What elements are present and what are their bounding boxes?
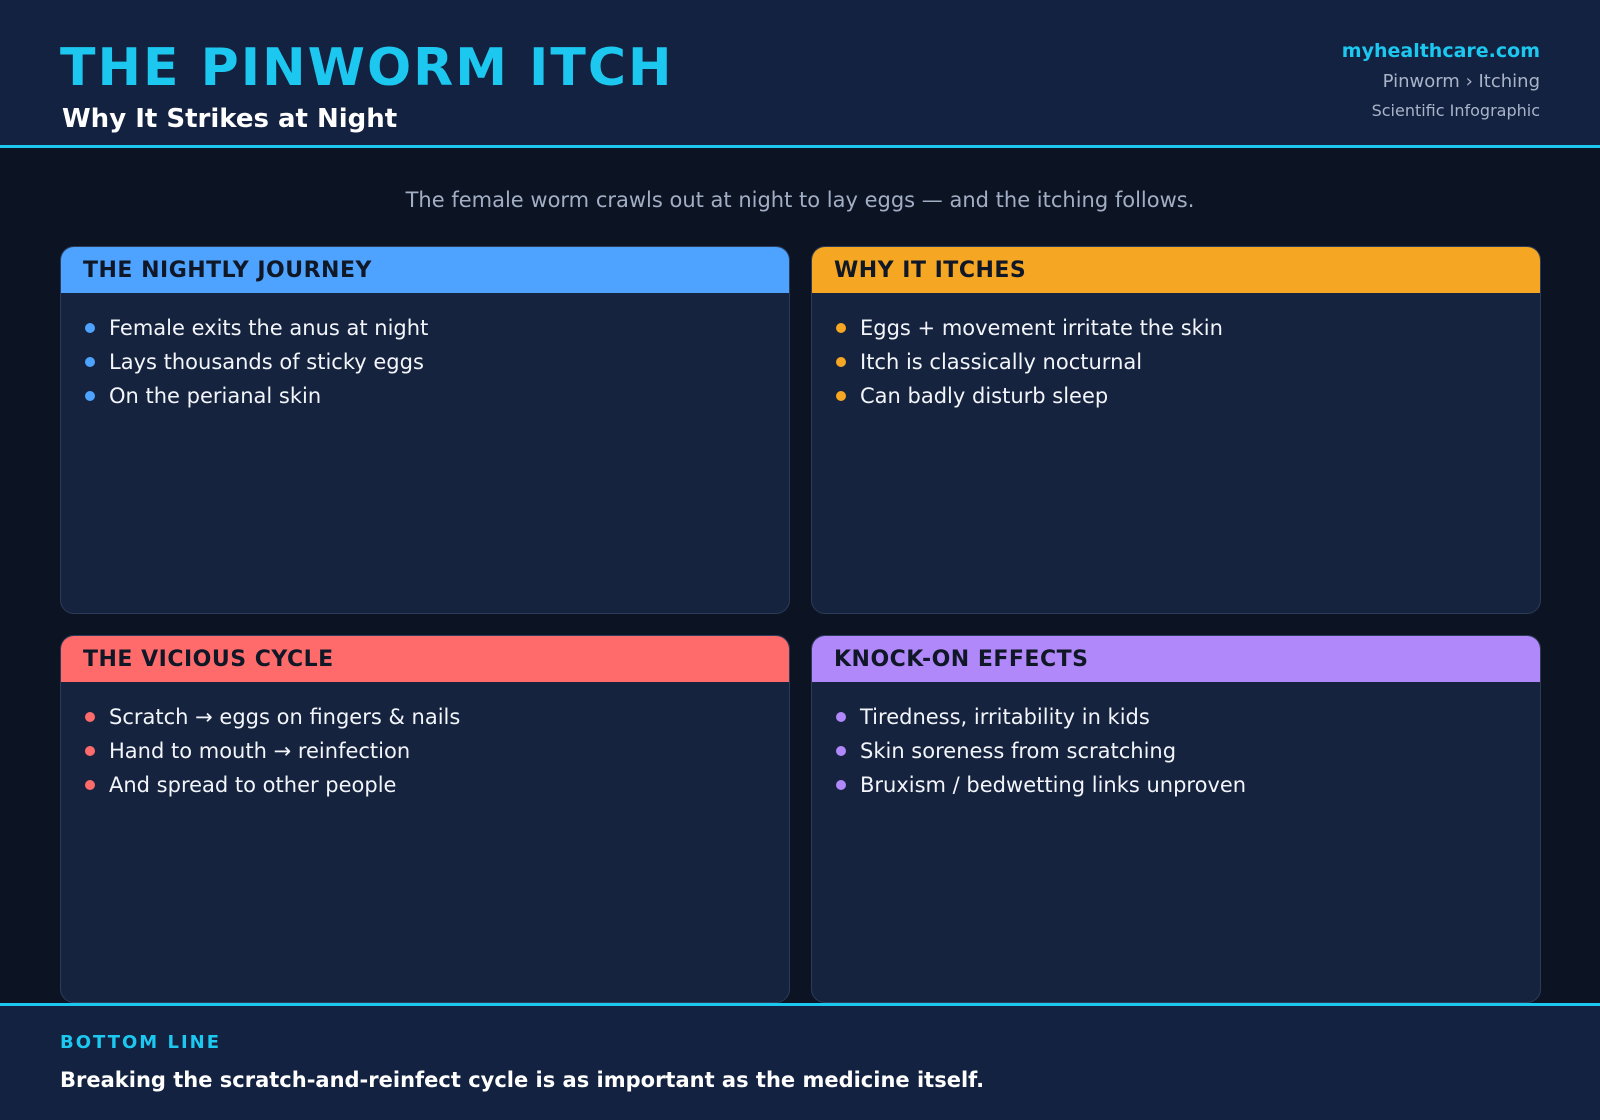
list-item-text: Itch is classically nocturnal <box>860 350 1143 374</box>
breadcrumb: Pinworm › Itching <box>1382 71 1540 92</box>
bottom-line-text: Breaking the scratch-and-reinfect cycle is as important as the medicine itself. <box>60 1068 985 1092</box>
card-list <box>61 682 789 802</box>
list-item <box>836 311 1540 345</box>
list-item <box>85 379 789 413</box>
list-item-text: On the perianal skin <box>109 384 322 408</box>
list-item-text: And spread to other people <box>109 773 397 797</box>
bullet-dot-icon <box>836 746 846 756</box>
bullet-dot-icon <box>836 712 846 722</box>
card-why-it-itches <box>811 246 1541 614</box>
card-list <box>61 293 789 413</box>
card-title: KNOCK-ON EFFECTS <box>812 636 1540 682</box>
list-item <box>836 734 1540 768</box>
list-item-text: Can badly disturb sleep <box>860 384 1109 408</box>
bullet-dot-icon <box>836 357 846 367</box>
brand-link[interactable]: myhealthcare.com <box>1341 40 1540 62</box>
header <box>0 0 1600 148</box>
bullet-dot-icon <box>836 391 846 401</box>
footer <box>0 1003 1600 1120</box>
list-item-text: Skin soreness from scratching <box>860 739 1177 763</box>
page-title: THE PINWORM ITCH <box>60 38 674 98</box>
list-item-text: Hand to mouth → reinfection <box>109 739 411 763</box>
card-list <box>812 293 1540 413</box>
list-item-text: Bruxism / bedwetting links unproven <box>860 773 1247 797</box>
bullet-dot-icon <box>85 712 95 722</box>
list-item-text: Eggs + movement irritate the skin <box>860 316 1223 340</box>
list-item <box>85 768 789 802</box>
list-item-text: Lays thousands of sticky eggs <box>109 350 424 374</box>
list-item <box>836 768 1540 802</box>
list-item <box>836 379 1540 413</box>
card-list <box>812 682 1540 802</box>
card-title: THE NIGHTLY JOURNEY <box>61 247 789 293</box>
list-item-text: Scratch → eggs on fingers & nails <box>109 705 461 729</box>
bullet-dot-icon <box>85 357 95 367</box>
page-subtitle: Why It Strikes at Night <box>62 104 398 134</box>
card-title: THE VICIOUS CYCLE <box>61 636 789 682</box>
list-item <box>836 345 1540 379</box>
list-item <box>85 734 789 768</box>
list-item-text: Female exits the anus at night <box>109 316 429 340</box>
card-nightly-journey <box>60 246 790 614</box>
card-title: WHY IT ITCHES <box>812 247 1540 293</box>
list-item <box>836 700 1540 734</box>
infographic-tag: Scientific Infographic <box>1371 101 1540 120</box>
bullet-dot-icon <box>85 780 95 790</box>
bullet-dot-icon <box>836 323 846 333</box>
tagline: The female worm crawls out at night to lay eggs — and the itching follows. <box>405 188 1195 212</box>
bullet-dot-icon <box>85 746 95 756</box>
bullet-dot-icon <box>85 323 95 333</box>
list-item-text: Tiredness, irritability in kids <box>860 705 1150 729</box>
bullet-dot-icon <box>836 780 846 790</box>
list-item <box>85 700 789 734</box>
card-knock-on-effects <box>811 635 1541 1003</box>
bottom-line-label: BOTTOM LINE <box>60 1032 221 1053</box>
list-item <box>85 345 789 379</box>
card-vicious-cycle <box>60 635 790 1003</box>
list-item <box>85 311 789 345</box>
bullet-dot-icon <box>85 391 95 401</box>
